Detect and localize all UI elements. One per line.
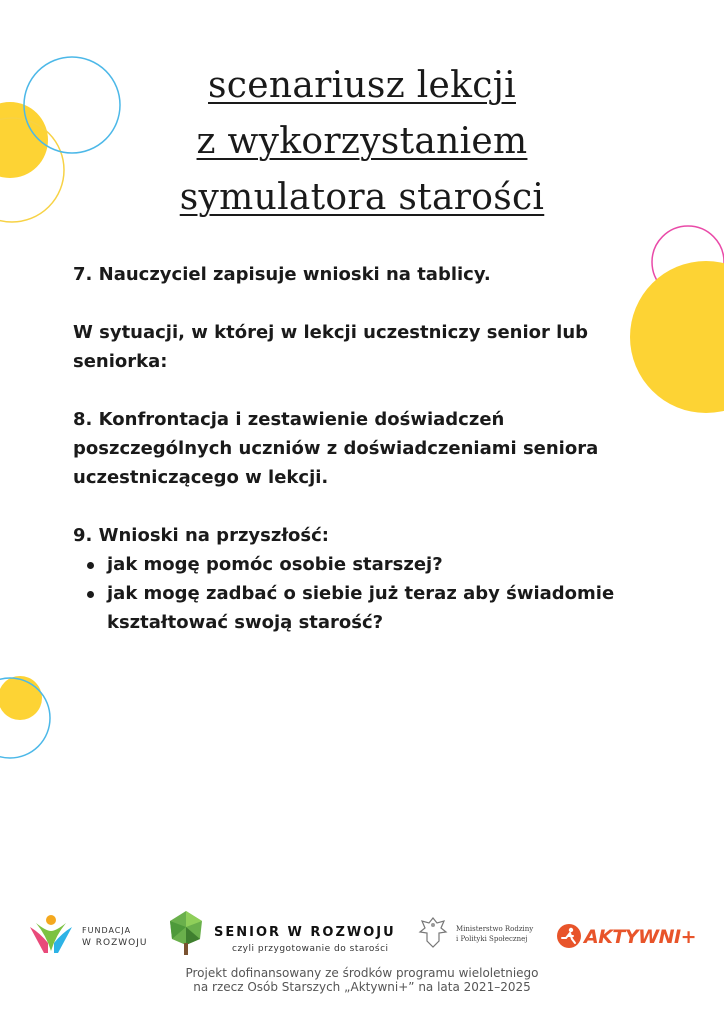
list-item: jak mogę pomóc osobie starszej? [107, 550, 673, 579]
page-title [0, 58, 724, 226]
senior-w-rozwoju-title: SENIOR W ROZWOJU [214, 925, 396, 940]
footer-logos [0, 905, 724, 965]
step-7: 7. Nauczyciel zapisuje wnioski na tablicy. [73, 264, 491, 285]
eagle-emblem-icon [418, 915, 448, 951]
aktywni-runner-icon [556, 923, 582, 949]
lesson-content [73, 260, 673, 637]
senior-w-rozwoju-subtitle: czyli przygotowanie do starości [232, 944, 389, 954]
tree-icon [166, 909, 206, 957]
yellow-circle-bottom-left [0, 676, 42, 720]
ministry-text: Ministerstwo Rodziny i Polityki Społecznej [456, 925, 534, 943]
senior-intro: W sytuacji, w której w lekcji uczestniczy senior lub seniorka: [73, 322, 589, 372]
funding-note: Projekt dofinansowany ze środków programu wieloletniego na rzecz Osób Starszych „Aktywni+” na lata 2021–2025 [185, 966, 539, 994]
fundacja-text: FUNDACJA W ROZWOJU [82, 926, 148, 948]
title-line-1: scenariusz lekcji [208, 65, 516, 106]
step-8: 8. Konfrontacja i zestawienie doświadczeń poszczególnych uczniów z doświadczeniami seniora uczestniczącego w lekcji. [73, 409, 599, 488]
conclusions-list [73, 550, 673, 637]
step-9: 9. Wnioski na przyszłość: [73, 525, 329, 546]
aktywni-logo-text: AKTYWNI+ [584, 926, 696, 948]
blue-ring-bottom-left [0, 678, 50, 758]
fundacja-logo-icon [26, 913, 76, 957]
list-item: jak mogę zadbać o siebie już teraz aby świadomie kształtować swoją starość? [107, 579, 647, 637]
title-line-3: symulatora starości [179, 177, 545, 218]
title-line-2: z wykorzystaniem [196, 121, 528, 162]
